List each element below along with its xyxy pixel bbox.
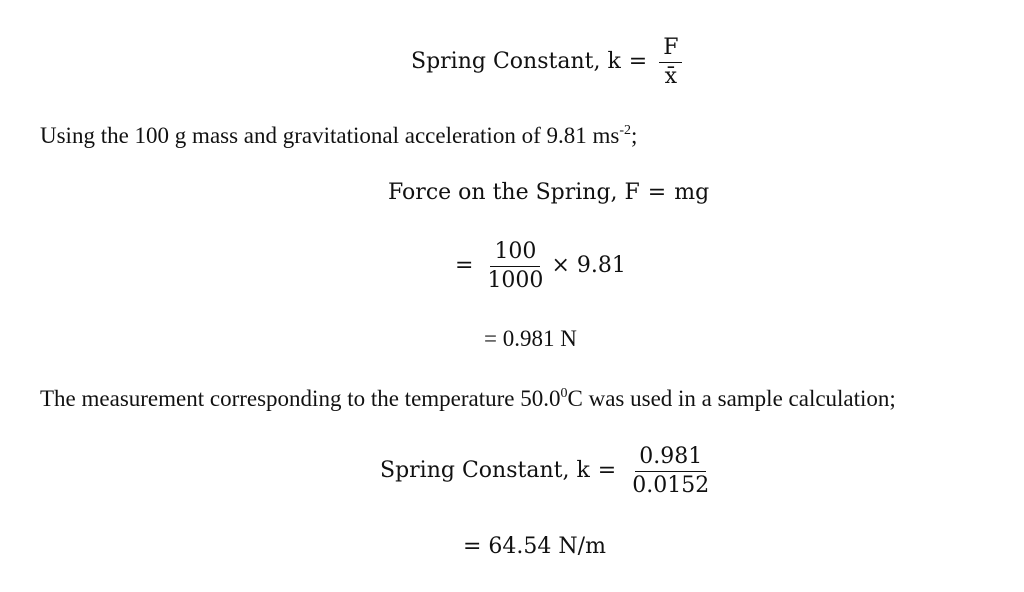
fraction-force-over-extension [628, 443, 713, 498]
fraction-numerator: 0.981 [635, 446, 706, 472]
mass-gravity-sentence [40, 124, 637, 147]
fraction-denominator: 0.0152 [632, 472, 710, 498]
force-formula [388, 178, 709, 208]
equals-sign: = [647, 180, 667, 205]
force-lhs: Force on the Spring, F [388, 180, 640, 205]
sentence-text: The measurement corresponding to the temperature 50.0 [40, 386, 561, 411]
formula-lhs: Spring Constant, k [380, 458, 590, 483]
multiply-term: × 9.81 [551, 253, 626, 278]
superscript: -2 [619, 123, 631, 138]
sentence-end: ; [631, 123, 638, 148]
spring-constant-formula [411, 32, 686, 92]
sentence-end: C was used in a sample calculation; [567, 386, 896, 411]
force-result-text: = 0.981 N [484, 326, 577, 351]
spring-constant-result [463, 532, 606, 562]
fraction-denominator: 1000 [487, 267, 544, 293]
force-rhs: mg [674, 180, 710, 205]
sentence-text: Using the 100 g mass and gravitational acceleration of 9.81 ms [40, 123, 620, 148]
fraction-numerator: F [659, 37, 682, 63]
fraction-100-over-1000 [483, 238, 547, 293]
measurement-sentence [40, 387, 896, 410]
fraction-denominator: x̄ [664, 63, 678, 89]
equals-sign: = [597, 458, 617, 483]
spring-constant-result-text: = 64.54 N/m [463, 534, 606, 559]
equals-sign: = [455, 253, 474, 278]
force-calculation [455, 236, 626, 296]
force-result [484, 327, 577, 350]
fraction-f-over-x [659, 34, 682, 89]
equals-sign: = [628, 49, 648, 74]
fraction-numerator: 100 [490, 241, 540, 267]
formula-lhs: Spring Constant, k [411, 49, 621, 74]
spring-constant-calculation [380, 441, 717, 501]
superscript: 0 [560, 386, 568, 401]
